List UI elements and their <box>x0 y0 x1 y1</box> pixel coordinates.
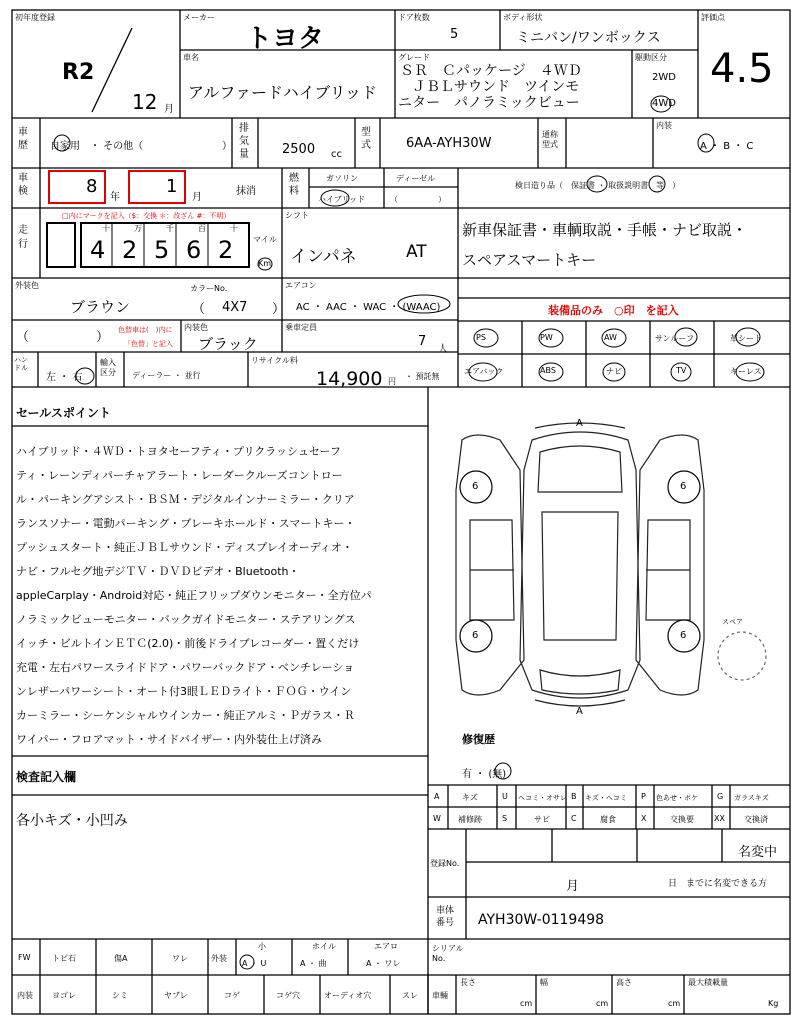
handle-label: ハンドル <box>14 356 28 372</box>
mileage-digit-5: 2 <box>218 236 234 264</box>
tire-front-left: 6 <box>472 481 479 492</box>
interior-grades: A ・ B ・ C <box>700 141 754 152</box>
wheel-label: ホイル <box>312 942 336 951</box>
serial-label: シリアルNo. <box>432 944 464 963</box>
length-unit: cm <box>520 999 533 1008</box>
doors-label: ドア枚数 <box>398 13 430 22</box>
inner-item: シミ <box>112 991 128 1000</box>
sales-title: セールスポイント <box>16 406 111 420</box>
legend-code: XX <box>714 814 725 823</box>
mileage-unit-km: Km <box>258 259 272 268</box>
legend-desc: サビ <box>534 815 550 824</box>
mileage-digit-2: 2 <box>122 236 138 264</box>
legend-code: A <box>434 792 440 801</box>
first-reg-label: 初年度登録 <box>15 13 55 22</box>
ac-value: AC ・ AAC ・ WAC ・ (WAAC) <box>296 302 441 313</box>
legend-code: S <box>502 814 508 823</box>
mileage-digit-3: 5 <box>154 236 170 264</box>
legend-desc: 交換要 <box>670 815 694 824</box>
registration-label: 登録No. <box>430 859 460 868</box>
grade-label: グレード <box>398 53 430 62</box>
deregistered-label: 抹消 <box>236 186 256 197</box>
legend-desc: 交換済 <box>744 815 768 824</box>
mileage-digit-1: 4 <box>90 236 106 264</box>
import-value: ディーラー ・ 並行 <box>132 371 201 380</box>
nickname-label: 通称型式 <box>542 130 558 149</box>
recycle-value: 14,900 <box>316 368 383 390</box>
diagram-front-mark: A <box>576 418 583 429</box>
fuel-gas: ガソリン <box>326 174 358 183</box>
equip-header: 装備品のみ ○印 を記入 <box>548 304 679 317</box>
legend-desc: 色あせ・ボケ <box>656 794 698 802</box>
legend-code: B <box>571 792 577 801</box>
name-change-label: 名変中 <box>738 845 778 860</box>
capacity-value: 7 <box>418 334 427 349</box>
equip-ps: PS <box>476 333 486 342</box>
inner-item: ヤブレ <box>164 991 188 1000</box>
displacement-unit: cc <box>331 149 342 160</box>
shift-label: シフト <box>285 211 309 220</box>
registration-day-text: 日 までに名変できる方 <box>668 879 768 889</box>
sales-line: カーミラー・シーケンシャルウインカー・純正アルミ・Ｐガラス・Ｒ <box>16 709 355 722</box>
displacement-label: 排気量 <box>239 123 249 160</box>
legend-desc: ガラスキズ <box>734 794 769 802</box>
aero-value: A ・ ワレ <box>366 959 401 968</box>
equip-abs: ABS <box>540 366 556 375</box>
sales-line: イッチ・ビルトインＥＴＣ(2.0)・前後ドライブレコーダー・置くだけ <box>16 637 360 650</box>
legend-code: C <box>571 814 577 823</box>
interior-label: 内装 <box>656 121 672 130</box>
place-10: 十 <box>230 224 238 233</box>
fw-label: FW <box>18 953 31 962</box>
inspection-label: 車検 <box>18 173 28 197</box>
sales-line: ランスソナー・電動パーキング・ブレーキホールド・スマートキー・ <box>16 517 356 530</box>
equip-keyless: キーレス <box>730 367 762 376</box>
body-label: ボディ形状 <box>503 13 543 22</box>
capacity-label: 乗車定員 <box>285 323 317 332</box>
first-reg-month: 12 <box>132 90 158 114</box>
inner-item: コゲ <box>224 991 240 1000</box>
legend-code: W <box>433 814 441 823</box>
tire-rear-left: 6 <box>472 630 479 641</box>
place-10k: 万 <box>134 224 142 233</box>
inner-color-label: 内装色 <box>184 323 208 332</box>
weight-label: 最大積載量 <box>688 978 728 987</box>
recycle-unit: 円 <box>388 377 396 386</box>
place-1k: 千 <box>166 224 174 233</box>
recycle-note: ・ 預託無 <box>405 372 440 381</box>
score-value: 4.5 <box>710 46 774 92</box>
spare-label: スペア <box>722 618 743 626</box>
color-change-note-2: 「色替」と記入 <box>124 340 173 348</box>
legend-code: G <box>717 792 724 801</box>
grade-line-2: ＪＢＬサウンド ツインモ <box>412 79 580 95</box>
inner-color-value: ブラック <box>198 335 258 353</box>
height-label: 高さ <box>616 978 632 987</box>
shift-position: インパネ <box>290 247 357 267</box>
equip-leather: 革シート <box>730 334 762 343</box>
weight-unit: Kg <box>768 999 779 1008</box>
diagram-rear-mark: A <box>576 706 583 717</box>
drive-label: 駆動区分 <box>635 53 667 62</box>
maker-label: メーカー <box>183 13 215 22</box>
sales-line: ノラミックビューモニター・バックガイドモニター・ステアリングス <box>16 613 356 626</box>
inner-item: スレ <box>402 991 418 1000</box>
displacement-value: 2500 <box>282 142 316 157</box>
grade-line-3: ニター パノラミックビュー <box>398 95 580 111</box>
mileage-digit-4: 6 <box>186 236 202 264</box>
aero-label: エアロ <box>374 942 398 951</box>
legend-desc: 腐食 <box>600 815 616 824</box>
legend-desc: キズ・ヘコミ <box>585 794 627 802</box>
body-value: ミニバン/ワンボックス <box>516 30 661 46</box>
equip-airbag: エアバック <box>464 367 504 376</box>
model-label: 型式 <box>361 127 371 151</box>
inspection-month: 1 <box>166 176 178 197</box>
fw-item: 傷A <box>114 954 128 963</box>
equip-sunroof: サンルーフ <box>655 334 694 343</box>
ac-label: エアコン <box>285 281 317 290</box>
inner-item: コゲ穴 <box>276 991 300 1000</box>
height-unit: cm <box>668 999 681 1008</box>
legend-code: P <box>641 792 646 801</box>
repair-value: 有 ・ (無) <box>462 769 507 780</box>
wheel-value: A ・ 曲 <box>300 959 327 968</box>
outer-color-label: 外装色 <box>15 281 39 290</box>
inner-item: オーディオ穴 <box>324 991 372 1000</box>
sales-line: ティ・レーンディパーチャアラート・レーダークルーズコントロー <box>16 469 343 482</box>
sales-line: ワイパー・フロアマット・サイドバイザー・内外装仕上げ済み <box>16 733 323 746</box>
color-no-open: （ <box>192 302 206 317</box>
mileage-label: 走行 <box>18 225 28 250</box>
repair-label: 修復歴 <box>462 733 495 746</box>
handle-value: 左 ・ 右 <box>46 372 83 383</box>
inspection-year-unit: 年 <box>110 192 120 203</box>
history-close: ） <box>222 141 232 152</box>
legend-desc: 補修跡 <box>458 815 482 824</box>
shift-type: AT <box>406 242 427 262</box>
legend-code: U <box>502 792 508 801</box>
fw-item: ワレ <box>172 954 188 963</box>
docs-text: 検日造り品（ 保証書 ・ 取扱説明書 等 ） <box>515 181 681 190</box>
place-100k: 十 <box>102 224 110 233</box>
fw-item: トビ石 <box>52 954 76 963</box>
equip-navi: ナビ <box>606 367 622 376</box>
place-100: 百 <box>198 224 206 233</box>
drive-4wd: 4WD <box>652 98 676 109</box>
maker-value: トヨタ <box>246 24 325 54</box>
outer-small-label: 小 <box>258 942 266 951</box>
notes-line-1: 新車保証書・車輌取説・手帳・ナビ取説・ <box>462 221 748 239</box>
tire-rear-right: 6 <box>680 630 687 641</box>
equip-aw: AW <box>604 333 617 342</box>
grade-line-1: ＳＲ Ｃパッケージ ４ＷＤ <box>400 63 582 79</box>
inspection-year: 8 <box>86 176 98 197</box>
fuel-label: 燃料 <box>289 173 299 197</box>
color-change-open: （ <box>16 330 30 345</box>
recycle-label: リサイクル料 <box>251 356 298 365</box>
doors-value: 5 <box>450 27 459 42</box>
inspection-title: 検査記入欄 <box>16 770 77 784</box>
mileage-note: □内にマークを記入（$：交換 ＊：改ざん #：不明） <box>62 212 231 220</box>
outer-label: 外装 <box>211 954 227 963</box>
color-change-note-1: 色替車は( )内に <box>118 326 173 334</box>
chassis-label: 車体番号 <box>436 906 455 928</box>
first-reg-era: R2 <box>62 60 95 85</box>
outer-color-value: ブラウン <box>70 298 131 316</box>
registration-month-unit: 月 <box>566 879 580 894</box>
outer-small-value: A ・ U <box>242 959 267 968</box>
fuel-other: （ ） <box>390 195 446 204</box>
import-label: 輸入区分 <box>100 358 116 377</box>
color-no-label: カラーNo. <box>190 284 228 293</box>
sales-line: appleCarplay・Android対応・純正フリップダウンモニター・全方位パ <box>16 589 372 602</box>
notes-line-2: スペアスマートキー <box>462 251 597 269</box>
first-reg-month-unit: 月 <box>164 104 174 115</box>
mileage-unit-mile: マイル <box>253 235 277 244</box>
carname-value: アルファードハイブリッド <box>188 83 377 102</box>
fuel-hybrid: ハイブリッド <box>318 195 366 204</box>
legend-desc: キズ <box>462 793 478 802</box>
width-label: 幅 <box>540 978 548 987</box>
capacity-unit: 人 <box>438 344 448 355</box>
sales-line: ハイブリッド・４ＷＤ・トヨタセーフティ・プリクラッシュセーフ <box>16 445 341 458</box>
model-value: 6AA-AYH30W <box>406 136 492 151</box>
length-label: 長さ <box>460 978 476 987</box>
chassis-value: AYH30W-0119498 <box>478 912 605 928</box>
history-value: 自家用 ・ その他（ <box>50 141 144 152</box>
inner-item: ヨゴレ <box>52 991 76 1000</box>
equip-pw: PW <box>540 333 553 342</box>
legend-code: X <box>641 814 647 823</box>
sales-line: ナビ・フルセグ地デジＴＶ・ＤＶＤビデオ・Bluetooth・ <box>16 565 300 578</box>
color-change-close: ） <box>96 330 110 345</box>
score-label: 評価点 <box>701 13 725 22</box>
legend-desc: ヘコミ・オサレ <box>518 794 567 802</box>
size-label: 車輛 <box>432 991 448 1000</box>
history-label: 車歴 <box>18 127 28 151</box>
carname-label: 車名 <box>183 53 199 62</box>
sales-line: ンレザーパワーシート・オート付3眼ＬＥＤライト・ＦＯＧ・ウイン <box>16 685 352 698</box>
sales-line: 充電・左右パワースライドドア・パワーバックドア・ベンチレーショ <box>16 661 355 674</box>
sales-line: ル・パーキングアシスト・ＢＳＭ・デジタルインナーミラー・クリア <box>16 493 355 506</box>
width-unit: cm <box>596 999 609 1008</box>
inspection-month-unit: 月 <box>192 192 202 203</box>
drive-2wd: 2WD <box>652 72 676 83</box>
sales-line: プッシュスタート・純正ＪＢＬサウンド・ディスプレイオーディオ・ <box>16 541 353 554</box>
fuel-diesel: ディーゼル <box>396 174 436 183</box>
equip-tv: TV <box>676 366 687 375</box>
inner-label: 内装 <box>17 991 33 1000</box>
tire-front-right: 6 <box>680 481 687 492</box>
color-no-close: ） <box>272 302 286 317</box>
inspection-text: 各小キズ・小凹み <box>16 813 128 829</box>
color-no-value: 4X7 <box>222 300 248 315</box>
